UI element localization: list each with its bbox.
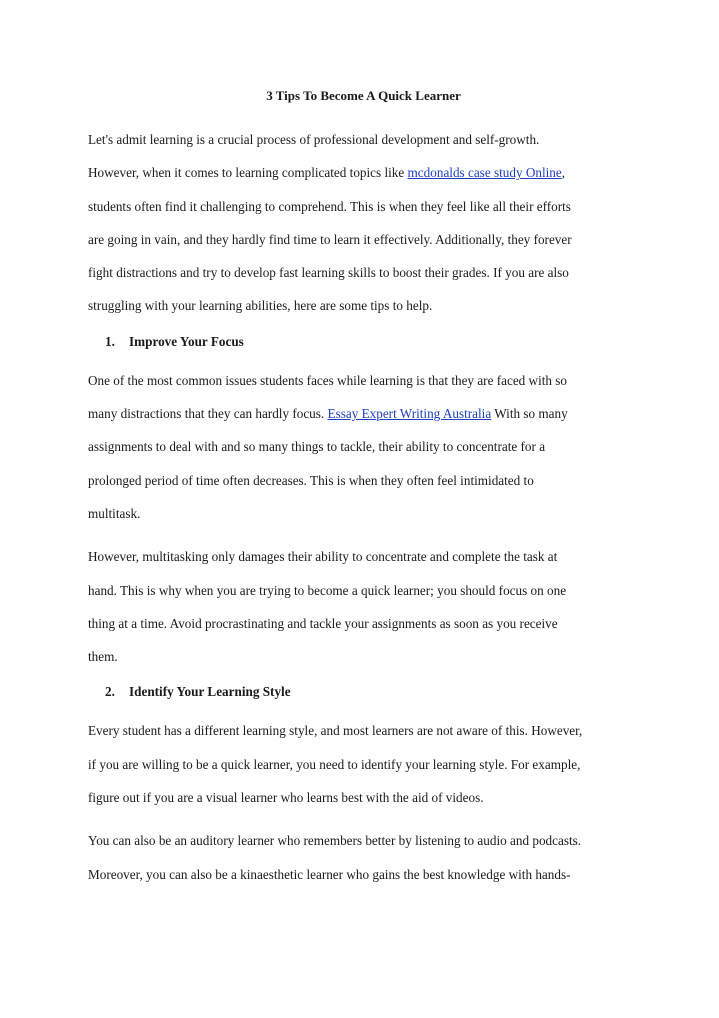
section-2-paragraph-2 <box>88 824 639 891</box>
text-line: are going in vain, and they hardly find time to learn it effectively. Additionally, they forever <box>88 231 572 247</box>
text-line: One of the most common issues students faces while learning is that they are faced with so <box>88 372 568 388</box>
section-1-heading <box>88 333 639 351</box>
text-line: Let's admit learning is a crucial process of professional development and self-growth. <box>88 132 540 147</box>
text-line: prolonged period of time often decreases. This is when they often feel intimidated to <box>88 472 534 488</box>
text-line: You can also be an auditory learner who remembers better by listening to audio and podcasts. <box>88 833 582 849</box>
text-line: students often find it challenging to comprehend. This is when they feel like all their efforts <box>88 198 571 214</box>
section-heading-text: Improve Your Focus <box>129 333 244 349</box>
text-line: hand. This is why when you are trying to become a quick learner; you should focus on one <box>88 582 567 598</box>
text-line: struggling with your learning abilities, here are some tips to help. <box>88 298 433 314</box>
text-run: many distractions that they can hardly focus. <box>88 406 328 422</box>
essay-expert-writing-link[interactable]: Essay Expert Writing Australia <box>327 406 492 422</box>
text-line: However, multitasking only damages their ability to concentrate and complete the task at <box>88 549 558 565</box>
text-line <box>88 397 639 430</box>
text-run: However, when it comes to learning complicated topics like <box>88 165 408 181</box>
text-line: thing at a time. Avoid procrastinating and tackle your assignments as soon as you receive <box>88 615 558 631</box>
section-1-paragraph-1 <box>88 364 639 530</box>
text-run: , <box>561 165 566 181</box>
text-line: Every student has a different learning style, and most learners are not aware of this. However, <box>88 723 583 739</box>
text-line: figure out if you are a visual learner who learns best with the aid of videos. <box>88 790 484 806</box>
text-line: assignments to deal with and so many things to tackle, their ability to concentrate for a <box>88 439 546 455</box>
section-heading-text: Identify Your Learning Style <box>129 684 291 700</box>
text-line: Moreover, you can also be a kinaesthetic learner who gains the best knowledge with hands- <box>88 866 571 882</box>
document-title: 3 Tips To Become A Quick Learner <box>266 88 461 103</box>
text-line: if you are willing to be a quick learner, you need to identify your learning style. For example, <box>88 756 581 772</box>
section-number: 1. <box>105 333 115 349</box>
text-line: multitask. <box>88 505 141 521</box>
section-2-heading <box>88 683 639 701</box>
text-line: them. <box>88 649 118 665</box>
text-line <box>88 156 639 189</box>
intro-paragraph <box>88 123 639 323</box>
section-2-paragraph-1 <box>88 714 639 814</box>
text-line: fight distractions and try to develop fast learning skills to boost their grades. If you are also <box>88 265 569 281</box>
text-run: With so many <box>491 406 568 422</box>
mcdonalds-case-study-link[interactable]: mcdonalds case study Online <box>407 165 562 181</box>
section-number: 2. <box>105 684 115 700</box>
section-1-paragraph-2 <box>88 540 639 673</box>
